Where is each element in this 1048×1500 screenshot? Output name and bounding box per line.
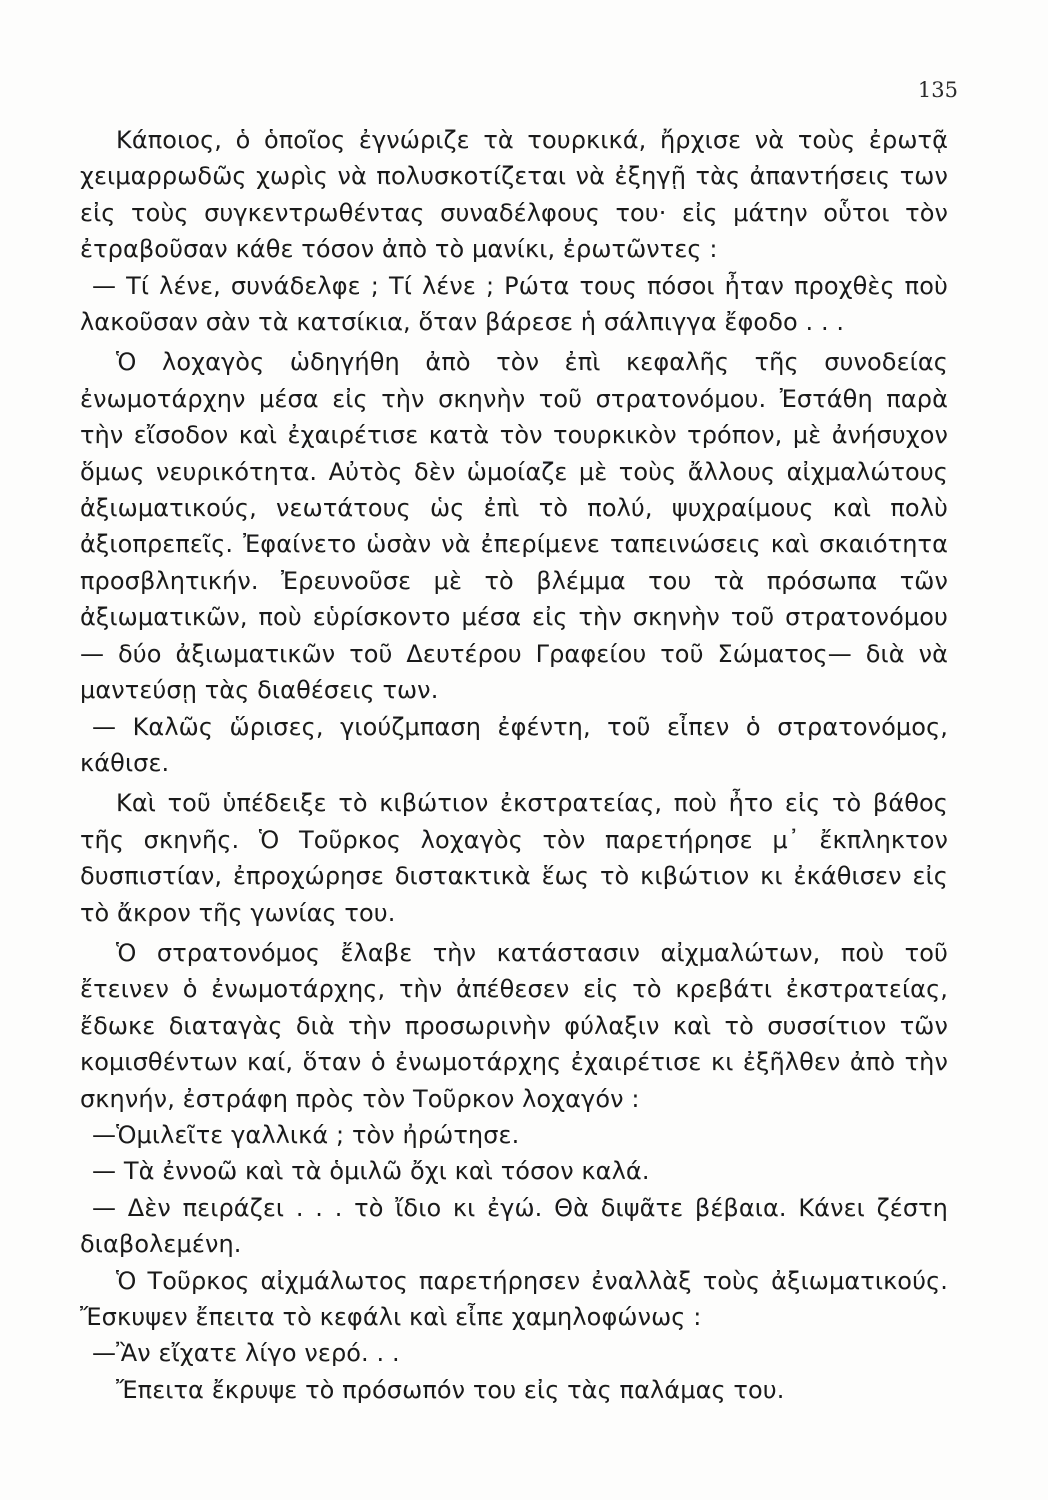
- dialogue-line: — Καλῶς ὥρισες, γιούζμπαση ἐφέντη, τοῦ εἶπεν ὁ στρατονόμος, κάθισε.: [80, 712, 948, 777]
- paragraph: Καὶ τοῦ ὑπέδειξε τὸ κιβώτιον ἐκστρατείας, ποὺ ἦτο εἰς τὸ βάθος τῆς σκηνῆς. Ὁ Τοῦρκος λοχαγὸς τὸν παρετήρησε μ᾽ ἔκπληκτον δυσπιστίαν, ἐπροχώρησε διστακτικὰ ἕως τὸ κιβώτιον κι ἐκάθισεν εἰς τὸ ἄκρον τῆς γωνίας του.: [80, 789, 948, 927]
- dialogue-line: — Δὲν πειράζει . . . τὸ ἴδιο κι ἐγώ. Θὰ διψᾶτε βέβαια. Κάνει ζέστη διαβολεμένη.: [80, 1193, 948, 1259]
- dialogue-line: — Τὰ ἐννοῶ καὶ τὰ ὁμιλῶ ὄχι καὶ τόσον καλά.: [92, 1157, 650, 1186]
- paragraph: Κάποιος, ὁ ὁποῖος ἐγνώριζε τὰ τουρκικά, ἤρχισε νὰ τοὺς ἐρωτᾷ χειμαρρωδῶς χωρὶς νὰ πολυσκοτίζεται νὰ ἐξηγῇ τὰς ἀπαντήσεις των εἰς τοὺς συγκεντρωθέντας συναδέλφους του· εἰς μάτην οὗτοι τὸν ἐτραβοῦσαν κάθε τόσον ἀπὸ τὸ μανίκι, ἐρωτῶντες :: [80, 126, 948, 264]
- page-body-text: [80, 122, 948, 1408]
- dialogue-line: — Τί λένε, συνάδελφε ; Τί λένε ; Ρώτα τους πόσοι ἦταν προχθὲς ποὺ λακοῦσαν σὰν τὰ κατσίκια, ὅταν βάρεσε ἡ σάλπιγγα ἔφοδο . . .: [80, 271, 948, 337]
- dialogue-line: —Ὁμιλεῖτε γαλλικά ; τὸν ἠρώτησε.: [92, 1120, 520, 1149]
- paragraph: Ὁ Τοῦρκος αἰχμάλωτος παρετήρησεν ἐναλλὰξ τοὺς ἀξιωματικούς. Ἔσκυψεν ἔπειτα τὸ κεφάλι καὶ εἶπε χαμηλοφώνως :: [80, 1266, 948, 1331]
- dialogue-line: —Ἂν εἴχατε λίγο νερό. . .: [92, 1339, 400, 1368]
- paragraph: Ὁ στρατονόμος ἔλαβε τὴν κατάστασιν αἰχμαλώτων, ποὺ τοῦ ἔτεινεν ὁ ἐνωμοτάρχης, τὴν ἀπέθεσεν εἰς τὸ κρεβάτι ἐκστρατείας, ἔδωκε διαταγὰς διὰ τὴν προσωρινὴν φύλαξιν καὶ τὸ συσσίτιον τῶν κομισθέντων καί, ὅταν ὁ ἐνωμοτάρχης ἐχαιρέτισε κι ἐξῆλθεν ἀπὸ τὴν σκηνήν, ἐστράφη πρὸς τὸν Τοῦρκον λοχαγόν :: [80, 938, 948, 1113]
- page-number: 135: [917, 78, 958, 102]
- paragraph: Ὁ λοχαγὸς ὡδηγήθη ἀπὸ τὸν ἐπὶ κεφαλῆς τῆς συνοδείας ἐνωμοτάρχην μέσα εἰς τὴν σκηνὴν τοῦ στρατονόμου. Ἐστάθη παρὰ τὴν εἴσοδον καὶ ἐχαιρέτισε κατὰ τὸν τουρκικὸν τρόπον, μὲ ἀνήσυχον ὅμως νευρικότητα. Αὐτὸς δὲν ὡμοίαζε μὲ τοὺς ἄλλους αἰχμαλώτους ἀξιωματικούς, νεωτάτους ὡς ἐπὶ τὸ πολύ, ψυχραίμους καὶ πολὺ ἀξιοπρεπεῖς. Ἐφαίνετο ὡσὰν νὰ ἐπερίμενε ταπεινώσεις καὶ σκαιότητα προσβλητικήν. Ἐρευνοῦσε μὲ τὸ βλέμμα του τὰ πρόσωπα τῶν ἀξιωματικῶν, ποὺ εὑρίσκοντο μέσα εἰς τὴν σκηνὴν τοῦ στρατονόμου — δύο ἀξιωματικῶν τοῦ Δευτέρου Γραφείου τοῦ Σώματος— διὰ νὰ μαντεύσῃ τὰς διαθέσεις των.: [80, 348, 948, 705]
- paragraph: Ἔπειτα ἔκρυψε τὸ πρόσωπόν του εἰς τὰς παλάμας του.: [116, 1375, 785, 1404]
